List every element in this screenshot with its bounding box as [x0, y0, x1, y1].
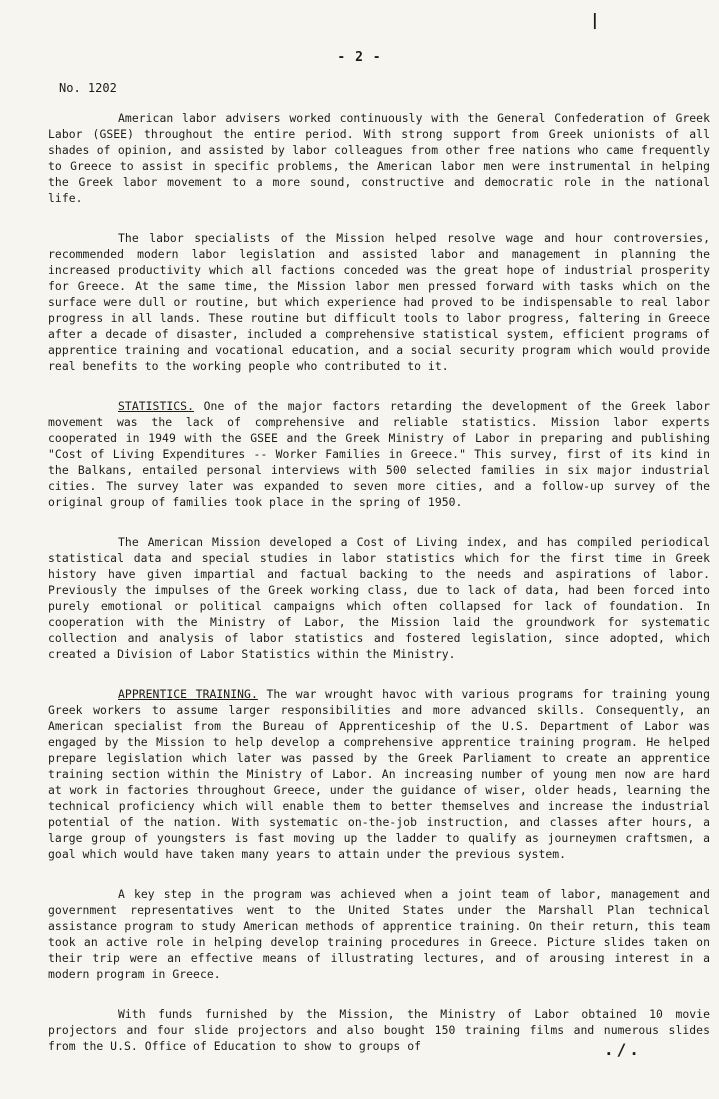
paragraph-statistics [48, 398, 710, 510]
paragraph-text: A key step in the program was achieved when a joint team of labor, management and government representatives went to the United States under the Marshall Plan technical assistance program to study American methods of apprentice training. On their return, this team took an active role in helping develop training procedures in Greece. Picture slides taken on their trip were an effective means of illustrating lectures, and of arousing interest in a modern program in Greece. [48, 887, 710, 981]
paragraph-2 [48, 230, 710, 374]
paragraph-text: The American Mission developed a Cost of Living index, and has compiled periodical statistical data and special studies in labor statistics which for the first time in Greek history have given impartial and factual backing to the needs and aspirations of labor. Previously the impulses of the Greek working class, due to lack of data, had been forced into purely emotional or political campaigns which often collapsed for lack of foundation. In cooperation with the Ministry of Labor, the Mission laid the groundwork for systematic collection and analysis of labor statistics and fostered legislation, since adopted, which created a Division of Labor Statistics within the Ministry. [48, 535, 710, 661]
paragraph-text: The war wrought havoc with various programs for training young Greek workers to assume larger responsibilities and more advanced skills. Consequently, an American specialist from the Bureau of Apprenticeship of the U.S. Department of Labor was engaged by the Mission to help develop a comprehensive apprentice training program. He helped prepare legislation which later was passed by the Greek Parliament to create an apprentice training section within the Ministry of Labor. An increasing number of young men now are hard at work in factories throughout Greece, under the guidance of wiser, older heads, learning the technical proficiency which will enable them to better themselves and increase the industrial potential of the nation. With systematic on-the-job instruction, and classes after hours, a large group of youngsters is fast moving up the ladder to qualify as journeymen craftsmen, a goal which would have taken many years to attain under the previous system. [48, 687, 710, 861]
paragraph-text: One of the major factors retarding the development of the Greek labor movement was the lack of comprehensive and reliable statistics. Mission labor experts cooperated in 1949 with the GSEE and the Greek Ministry of Labor in preparing and publishing "Cost of Living Expenditures -- Worker Families in Greece." This survey, first of its kind in the Balkans, entailed personal interviews with 500 selected families in six major industrial cities. The survey later was expanded to seven more cities, and a follow-up survey of the original group of families took place in the spring of 1950. [48, 399, 710, 509]
document-number: No. 1202 [59, 81, 117, 95]
top-margin-mark: | [590, 10, 600, 29]
paragraph-text: The labor specialists of the Mission helped resolve wage and hour controversies, recommended modern labor legislation and assisted labor and management in planning the increased productivity which all factions conceded was the great hope of industrial prosperity for Greece. At the same time, the Mission labor men pressed forward with tasks which on the surface were dull or routine, but which experience had proved to be indispensable to real labor progress in all lands. These routine but difficult tools to labor progress, faltering in Greece after a decade of disaster, included a comprehensive statistical system, efficient programs of apprentice training and vocational education, and a social security program which would provide real benefits to the working people who contributed to it. [48, 231, 710, 373]
section-heading-apprentice-training: APPRENTICE TRAINING. [118, 687, 258, 701]
paragraph-text: With funds furnished by the Mission, the Ministry of Labor obtained 10 movie projectors and four slide projectors and also bought 150 training films and numerous slides from the U.S. Office of Education to show to groups of [48, 1007, 710, 1053]
continuation-mark: ./. [604, 1040, 642, 1059]
document-body [48, 110, 710, 1078]
paragraph-1 [48, 110, 710, 206]
page-number: - 2 - [337, 50, 382, 65]
paragraph-apprentice-training [48, 686, 710, 862]
section-heading-statistics: STATISTICS. [118, 399, 194, 413]
paragraph-6 [48, 886, 710, 982]
paragraph-text: American labor advisers worked continuously with the General Confederation of Greek Labor (GSEE) throughout the entire period. With strong support from Greek unionists of all shades of opinion, and assisted by labor colleagues from other free nations who came frequently to Greece to assist in specific problems, the American labor men were instrumental in helping the Greek labor movement to a more sound, constructive and democratic role in the national life. [48, 111, 710, 205]
paragraph-4 [48, 534, 710, 662]
